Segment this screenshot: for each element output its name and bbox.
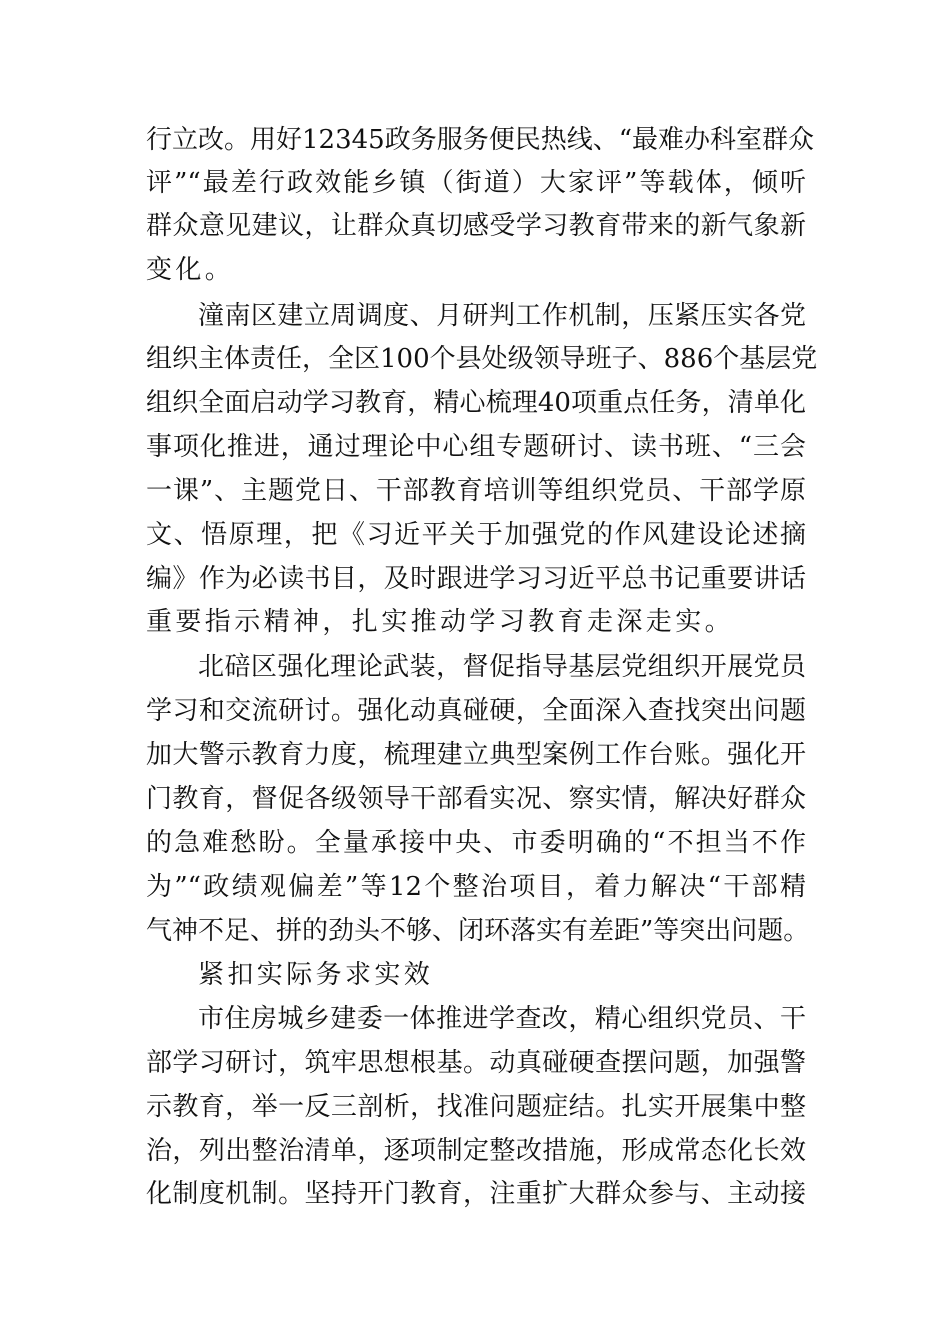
text-line: 重要指示精神，扎实推动学习教育走深走实。 (146, 607, 735, 637)
text-line: 编》作为必读书目，及时跟进学习习近平总书记重要讲话 (146, 564, 806, 594)
text-line: 学习和交流研讨。强化动真碰硬，全面深入查找突出问题 (146, 696, 806, 726)
text-line: 组织主体责任，全区100个县处级领导班子、886个基层党 (146, 344, 818, 374)
text-line: 治，列出整治清单，逐项制定整改措施，形成常态化长效 (146, 1136, 806, 1166)
text-line: 部学习研讨，筑牢思想根基。动真碰硬查摆问题，加强警 (146, 1048, 806, 1078)
text-line: 市住房城乡建委一体推进学查改，精心组织党员、干 (198, 1004, 806, 1034)
text-line: 评”“最差行政效能乡镇（街道）大家评”等载体，倾听 (146, 168, 806, 198)
text-line: 组织全面启动学习教育，精心梳理40项重点任务，清单化 (146, 388, 806, 418)
text-line: 加大警示教育力度，梳理建立典型案例工作台账。强化开 (146, 740, 806, 770)
text-line: 气神不足、拼的劲头不够、闭环落实有差距”等突出问题。 (146, 916, 810, 946)
text-line: 化制度机制。坚持开门教育，注重扩大群众参与、主动接 (146, 1179, 806, 1209)
text-line: 的急难愁盼。全量承接中央、市委明确的“不担当不作 (146, 828, 806, 858)
text-line: 行立改。用好12345政务服务便民热线、“最难办科室群众 (146, 125, 815, 155)
text-line: 为”“政绩观偏差”等12个整治项目，着力解决“干部精 (146, 872, 806, 902)
text-line: 变化。 (146, 255, 235, 285)
section-heading: 紧扣实际务求实效 (198, 960, 434, 990)
text-line: 群众意见建议，让群众真切感受学习教育带来的新气象新 (146, 211, 806, 241)
text-line: 一课”、主题党日、干部教育培训等组织党员、干部学原 (146, 476, 806, 506)
text-line: 事项化推进，通过理论中心组专题研讨、读书班、“三会 (146, 432, 806, 462)
text-line: 门教育，督促各级领导干部看实况、察实情，解决好群众 (146, 784, 806, 814)
text-line: 示教育，举一反三剖析，找准问题症结。扎实开展集中整 (146, 1092, 806, 1122)
text-line: 北碚区强化理论武装，督促指导基层党组织开展党员 (198, 652, 806, 682)
text-line: 潼南区建立周调度、月研判工作机制，压紧压实各党 (198, 301, 806, 331)
text-line: 文、悟原理，把《习近平关于加强党的作风建设论述摘 (146, 520, 806, 550)
